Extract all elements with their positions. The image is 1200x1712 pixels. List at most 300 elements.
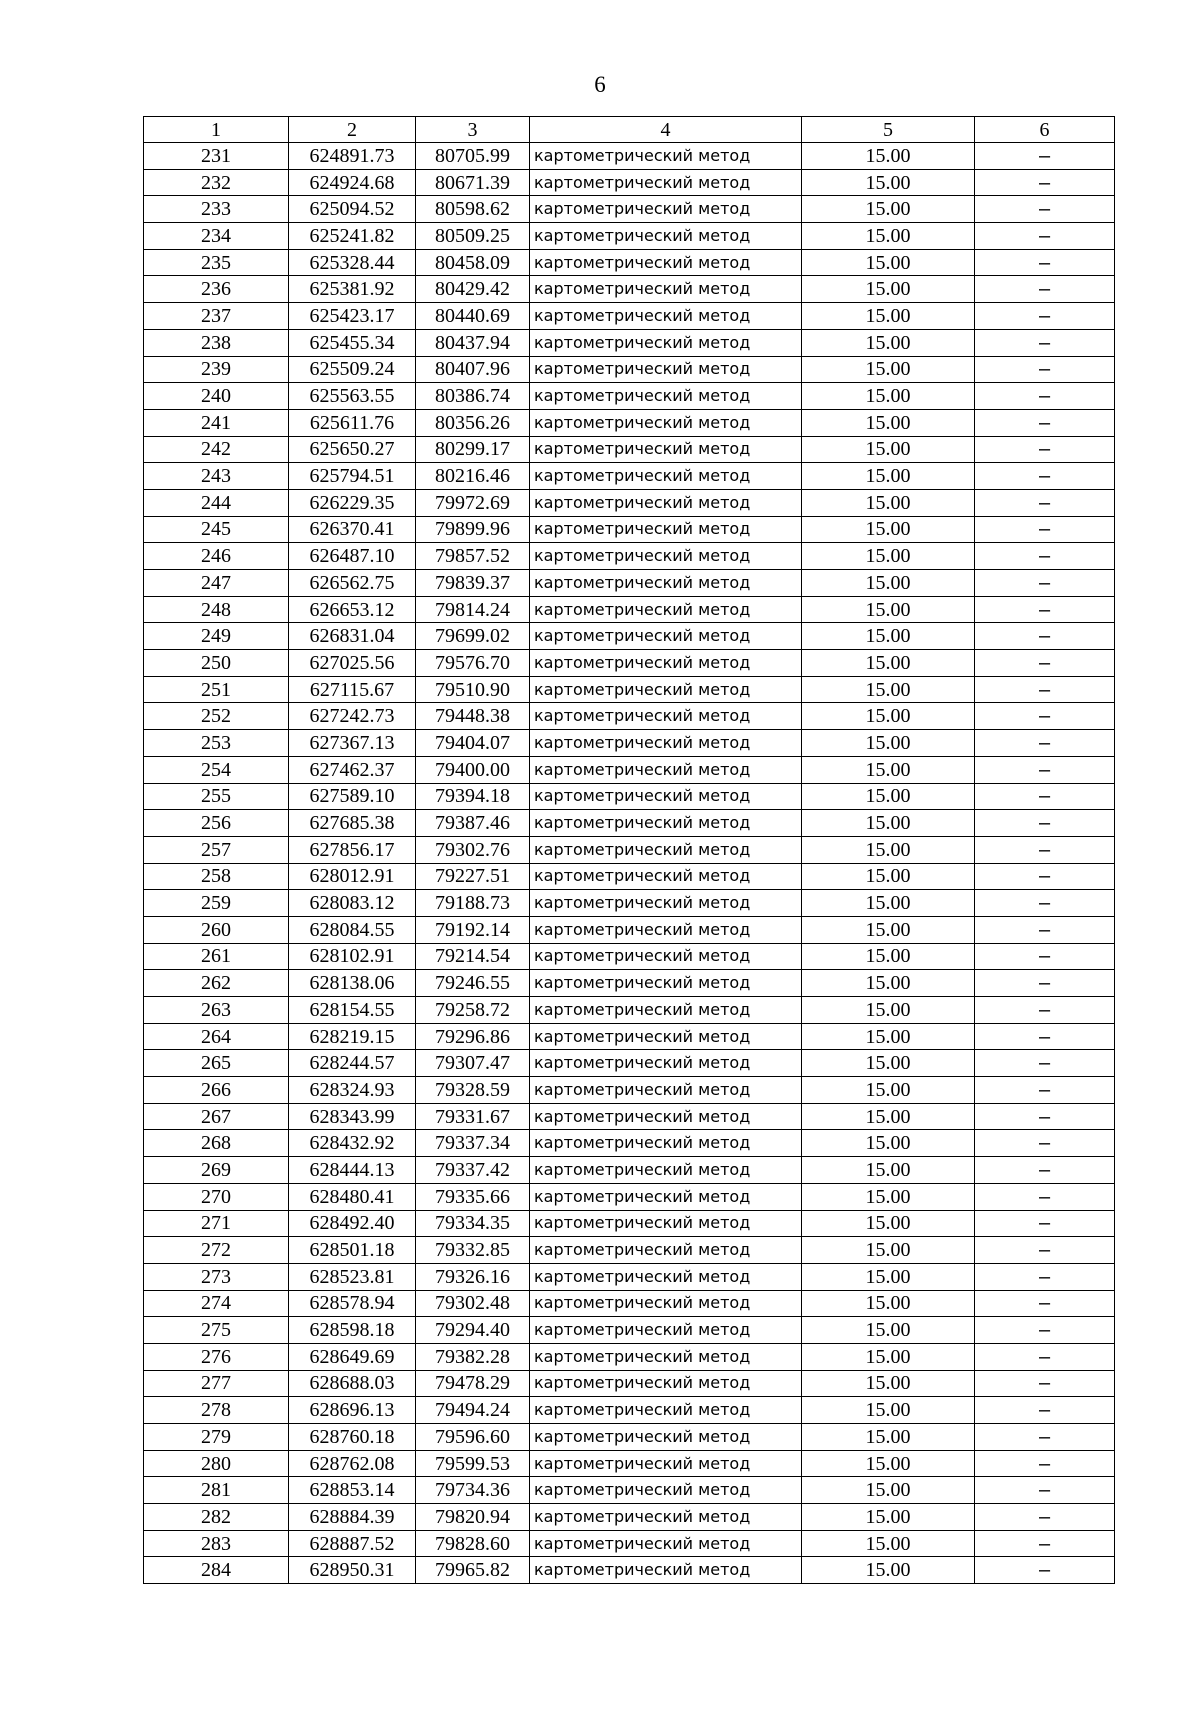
x-coordinate-cell: 628219.15 [289,1023,416,1050]
method-cell: картометрический метод [530,1130,802,1157]
method-cell: картометрический метод [530,1050,802,1077]
point-number-cell: 233 [144,196,289,223]
x-coordinate-cell: 626653.12 [289,596,416,623]
description-cell: – [975,1103,1115,1130]
description-cell: – [975,810,1115,837]
method-cell: картометрический метод [530,1263,802,1290]
x-coordinate-cell: 625650.27 [289,436,416,463]
y-coordinate-cell: 79972.69 [416,489,530,516]
accuracy-cell: 15.00 [802,1077,975,1104]
accuracy-cell: 15.00 [802,223,975,250]
y-coordinate-cell: 79382.28 [416,1343,530,1370]
description-cell: – [975,276,1115,303]
accuracy-cell: 15.00 [802,1263,975,1290]
table-row [144,943,1115,970]
description-cell: – [975,1424,1115,1451]
x-coordinate-cell: 626487.10 [289,543,416,570]
x-coordinate-cell: 625423.17 [289,303,416,330]
y-coordinate-cell: 80671.39 [416,169,530,196]
table-row [144,1210,1115,1237]
description-cell: – [975,409,1115,436]
method-cell: картометрический метод [530,836,802,863]
y-coordinate-cell: 79576.70 [416,650,530,677]
point-number-cell: 263 [144,997,289,1024]
method-cell: картометрический метод [530,756,802,783]
description-cell: – [975,223,1115,250]
description-cell: – [975,623,1115,650]
accuracy-cell: 15.00 [802,436,975,463]
table-row [144,1370,1115,1397]
y-coordinate-cell: 79599.53 [416,1450,530,1477]
table-row [144,1477,1115,1504]
x-coordinate-cell: 625509.24 [289,356,416,383]
point-number-cell: 260 [144,916,289,943]
description-cell: – [975,143,1115,170]
table-row [144,276,1115,303]
method-cell: картометрический метод [530,196,802,223]
description-cell: – [975,1157,1115,1184]
accuracy-cell: 15.00 [802,916,975,943]
x-coordinate-cell: 628598.18 [289,1317,416,1344]
x-coordinate-cell: 628950.31 [289,1557,416,1584]
accuracy-cell: 15.00 [802,303,975,330]
y-coordinate-cell: 79331.67 [416,1103,530,1130]
x-coordinate-cell: 627589.10 [289,783,416,810]
method-cell: картометрический метод [530,1557,802,1584]
accuracy-cell: 15.00 [802,1183,975,1210]
table-row [144,383,1115,410]
point-number-cell: 262 [144,970,289,997]
x-coordinate-cell: 628696.13 [289,1397,416,1424]
accuracy-cell: 15.00 [802,756,975,783]
description-cell: – [975,1477,1115,1504]
point-number-cell: 248 [144,596,289,623]
x-coordinate-cell: 628084.55 [289,916,416,943]
description-cell: – [975,836,1115,863]
method-cell: картометрический метод [530,1477,802,1504]
accuracy-cell: 15.00 [802,1343,975,1370]
y-coordinate-cell: 80598.62 [416,196,530,223]
table-row [144,1343,1115,1370]
accuracy-cell: 15.00 [802,1210,975,1237]
table-row [144,1077,1115,1104]
x-coordinate-cell: 627856.17 [289,836,416,863]
y-coordinate-cell: 80437.94 [416,329,530,356]
method-cell: картометрический метод [530,409,802,436]
accuracy-cell: 15.00 [802,1103,975,1130]
method-cell: картометрический метод [530,1450,802,1477]
accuracy-cell: 15.00 [802,489,975,516]
description-cell: – [975,489,1115,516]
description-cell: – [975,169,1115,196]
x-coordinate-cell: 625381.92 [289,276,416,303]
y-coordinate-cell: 79400.00 [416,756,530,783]
x-coordinate-cell: 627115.67 [289,676,416,703]
table-row [144,143,1115,170]
description-cell: – [975,783,1115,810]
method-cell: картометрический метод [530,1397,802,1424]
table-row [144,223,1115,250]
y-coordinate-cell: 79246.55 [416,970,530,997]
point-number-cell: 247 [144,570,289,597]
point-number-cell: 281 [144,1477,289,1504]
accuracy-cell: 15.00 [802,329,975,356]
method-cell: картометрический метод [530,596,802,623]
x-coordinate-cell: 628649.69 [289,1343,416,1370]
accuracy-cell: 15.00 [802,1557,975,1584]
y-coordinate-cell: 79337.34 [416,1130,530,1157]
x-coordinate-cell: 628523.81 [289,1263,416,1290]
description-cell: – [975,997,1115,1024]
table-row [144,570,1115,597]
table-row [144,1530,1115,1557]
accuracy-cell: 15.00 [802,1530,975,1557]
y-coordinate-cell: 79328.59 [416,1077,530,1104]
description-cell: – [975,1023,1115,1050]
point-number-cell: 271 [144,1210,289,1237]
x-coordinate-cell: 627025.56 [289,650,416,677]
table-row [144,516,1115,543]
accuracy-cell: 15.00 [802,730,975,757]
page-number: 6 [594,72,606,97]
method-cell: картометрический метод [530,783,802,810]
description-cell: – [975,196,1115,223]
x-coordinate-cell: 626562.75 [289,570,416,597]
description-cell: – [975,463,1115,490]
point-number-cell: 256 [144,810,289,837]
y-coordinate-cell: 79510.90 [416,676,530,703]
y-coordinate-cell: 79394.18 [416,783,530,810]
x-coordinate-cell: 625328.44 [289,249,416,276]
method-cell: картометрический метод [530,810,802,837]
point-number-cell: 250 [144,650,289,677]
table-row [144,1504,1115,1531]
accuracy-cell: 15.00 [802,1424,975,1451]
point-number-cell: 234 [144,223,289,250]
table-row [144,303,1115,330]
method-cell: картометрический метод [530,329,802,356]
description-cell: – [975,1210,1115,1237]
point-number-cell: 232 [144,169,289,196]
y-coordinate-cell: 79337.42 [416,1157,530,1184]
method-cell: картометрический метод [530,1317,802,1344]
point-number-cell: 246 [144,543,289,570]
point-number-cell: 265 [144,1050,289,1077]
description-cell: – [975,1237,1115,1264]
description-cell: – [975,676,1115,703]
point-number-cell: 259 [144,890,289,917]
method-cell: картометрический метод [530,276,802,303]
method-cell: картометрический метод [530,489,802,516]
description-cell: – [975,516,1115,543]
x-coordinate-cell: 627685.38 [289,810,416,837]
x-coordinate-cell: 626831.04 [289,623,416,650]
accuracy-cell: 15.00 [802,623,975,650]
point-number-cell: 283 [144,1530,289,1557]
description-cell: – [975,543,1115,570]
y-coordinate-cell: 80216.46 [416,463,530,490]
x-coordinate-cell: 628578.94 [289,1290,416,1317]
point-number-cell: 275 [144,1317,289,1344]
accuracy-cell: 15.00 [802,356,975,383]
x-coordinate-cell: 625241.82 [289,223,416,250]
table-row [144,489,1115,516]
x-coordinate-cell: 628324.93 [289,1077,416,1104]
y-coordinate-cell: 80299.17 [416,436,530,463]
table-row [144,970,1115,997]
x-coordinate-cell: 628083.12 [289,890,416,917]
point-number-cell: 245 [144,516,289,543]
point-number-cell: 273 [144,1263,289,1290]
table-row [144,596,1115,623]
method-cell: картометрический метод [530,623,802,650]
description-cell: – [975,356,1115,383]
description-cell: – [975,1504,1115,1531]
point-number-cell: 280 [144,1450,289,1477]
table-row [144,623,1115,650]
accuracy-cell: 15.00 [802,970,975,997]
accuracy-cell: 15.00 [802,1317,975,1344]
table-row [144,1237,1115,1264]
y-coordinate-cell: 80705.99 [416,143,530,170]
coordinates-table [143,116,1115,1584]
description-cell: – [975,916,1115,943]
y-coordinate-cell: 79335.66 [416,1183,530,1210]
point-number-cell: 253 [144,730,289,757]
y-coordinate-cell: 80509.25 [416,223,530,250]
x-coordinate-cell: 628138.06 [289,970,416,997]
accuracy-cell: 15.00 [802,943,975,970]
y-coordinate-cell: 79326.16 [416,1263,530,1290]
description-cell: – [975,863,1115,890]
header-cell: 3 [416,117,530,143]
method-cell: картометрический метод [530,383,802,410]
description-cell: – [975,596,1115,623]
point-number-cell: 244 [144,489,289,516]
header-cell: 6 [975,117,1115,143]
header-cell: 2 [289,117,416,143]
table-row [144,1397,1115,1424]
description-cell: – [975,436,1115,463]
method-cell: картометрический метод [530,1370,802,1397]
x-coordinate-cell: 628887.52 [289,1530,416,1557]
y-coordinate-cell: 79387.46 [416,810,530,837]
description-cell: – [975,756,1115,783]
accuracy-cell: 15.00 [802,997,975,1024]
y-coordinate-cell: 79734.36 [416,1477,530,1504]
description-cell: – [975,570,1115,597]
x-coordinate-cell: 626370.41 [289,516,416,543]
description-cell: – [975,730,1115,757]
description-cell: – [975,303,1115,330]
y-coordinate-cell: 79814.24 [416,596,530,623]
description-cell: – [975,1050,1115,1077]
table-row [144,1424,1115,1451]
y-coordinate-cell: 80356.26 [416,409,530,436]
x-coordinate-cell: 625563.55 [289,383,416,410]
point-number-cell: 282 [144,1504,289,1531]
method-cell: картометрический метод [530,543,802,570]
accuracy-cell: 15.00 [802,890,975,917]
description-cell: – [975,1530,1115,1557]
point-number-cell: 235 [144,249,289,276]
table-row [144,676,1115,703]
table-row [144,916,1115,943]
description-cell: – [975,1130,1115,1157]
method-cell: картометрический метод [530,703,802,730]
table-row [144,756,1115,783]
x-coordinate-cell: 624924.68 [289,169,416,196]
point-number-cell: 258 [144,863,289,890]
point-number-cell: 231 [144,143,289,170]
point-number-cell: 238 [144,329,289,356]
method-cell: картометрический метод [530,249,802,276]
y-coordinate-cell: 80407.96 [416,356,530,383]
point-number-cell: 243 [144,463,289,490]
point-number-cell: 261 [144,943,289,970]
table-row [144,196,1115,223]
y-coordinate-cell: 79820.94 [416,1504,530,1531]
y-coordinate-cell: 79296.86 [416,1023,530,1050]
table-row [144,703,1115,730]
table-row [144,1290,1115,1317]
accuracy-cell: 15.00 [802,836,975,863]
x-coordinate-cell: 628760.18 [289,1424,416,1451]
table-body [144,117,1115,1584]
point-number-cell: 279 [144,1424,289,1451]
table-row [144,650,1115,677]
point-number-cell: 257 [144,836,289,863]
accuracy-cell: 15.00 [802,249,975,276]
y-coordinate-cell: 79494.24 [416,1397,530,1424]
table-row [144,436,1115,463]
method-cell: картометрический метод [530,943,802,970]
table-row [144,1157,1115,1184]
table-row [144,730,1115,757]
description-cell: – [975,970,1115,997]
y-coordinate-cell: 79294.40 [416,1317,530,1344]
description-cell: – [975,1450,1115,1477]
method-cell: картометрический метод [530,143,802,170]
method-cell: картометрический метод [530,570,802,597]
table-row [144,1050,1115,1077]
description-cell: – [975,650,1115,677]
accuracy-cell: 15.00 [802,783,975,810]
point-number-cell: 278 [144,1397,289,1424]
accuracy-cell: 15.00 [802,543,975,570]
table-row [144,1023,1115,1050]
method-cell: картометрический метод [530,676,802,703]
method-cell: картометрический метод [530,1237,802,1264]
x-coordinate-cell: 627242.73 [289,703,416,730]
accuracy-cell: 15.00 [802,1023,975,1050]
method-cell: картометрический метод [530,863,802,890]
x-coordinate-cell: 628853.14 [289,1477,416,1504]
table-row [144,1450,1115,1477]
x-coordinate-cell: 628444.13 [289,1157,416,1184]
x-coordinate-cell: 628501.18 [289,1237,416,1264]
point-number-cell: 276 [144,1343,289,1370]
y-coordinate-cell: 80440.69 [416,303,530,330]
header-cell: 5 [802,117,975,143]
point-number-cell: 249 [144,623,289,650]
method-cell: картометрический метод [530,1343,802,1370]
x-coordinate-cell: 625094.52 [289,196,416,223]
y-coordinate-cell: 79404.07 [416,730,530,757]
point-number-cell: 240 [144,383,289,410]
y-coordinate-cell: 79596.60 [416,1424,530,1451]
table-row [144,1557,1115,1584]
accuracy-cell: 15.00 [802,383,975,410]
x-coordinate-cell: 624891.73 [289,143,416,170]
accuracy-cell: 15.00 [802,169,975,196]
accuracy-cell: 15.00 [802,1477,975,1504]
y-coordinate-cell: 80429.42 [416,276,530,303]
x-coordinate-cell: 625455.34 [289,329,416,356]
description-cell: – [975,249,1115,276]
table-row [144,1103,1115,1130]
method-cell: картометрический метод [530,1157,802,1184]
x-coordinate-cell: 628884.39 [289,1504,416,1531]
point-number-cell: 241 [144,409,289,436]
table-row [144,1130,1115,1157]
method-cell: картометрический метод [530,169,802,196]
table-row [144,409,1115,436]
method-cell: картометрический метод [530,1424,802,1451]
accuracy-cell: 15.00 [802,1130,975,1157]
accuracy-cell: 15.00 [802,1504,975,1531]
y-coordinate-cell: 79332.85 [416,1237,530,1264]
method-cell: картометрический метод [530,1504,802,1531]
y-coordinate-cell: 79478.29 [416,1370,530,1397]
accuracy-cell: 15.00 [802,276,975,303]
description-cell: – [975,1343,1115,1370]
method-cell: картометрический метод [530,436,802,463]
method-cell: картометрический метод [530,223,802,250]
point-number-cell: 269 [144,1157,289,1184]
x-coordinate-cell: 627462.37 [289,756,416,783]
x-coordinate-cell: 627367.13 [289,730,416,757]
point-number-cell: 284 [144,1557,289,1584]
description-cell: – [975,1290,1115,1317]
x-coordinate-cell: 625611.76 [289,409,416,436]
point-number-cell: 237 [144,303,289,330]
y-coordinate-cell: 79839.37 [416,570,530,597]
x-coordinate-cell: 628343.99 [289,1103,416,1130]
accuracy-cell: 15.00 [802,1290,975,1317]
description-cell: – [975,1077,1115,1104]
description-cell: – [975,1183,1115,1210]
table-row [144,810,1115,837]
point-number-cell: 268 [144,1130,289,1157]
accuracy-cell: 15.00 [802,1237,975,1264]
accuracy-cell: 15.00 [802,570,975,597]
description-cell: – [975,703,1115,730]
method-cell: картометрический метод [530,1103,802,1130]
point-number-cell: 252 [144,703,289,730]
y-coordinate-cell: 79899.96 [416,516,530,543]
table-row [144,1183,1115,1210]
accuracy-cell: 15.00 [802,650,975,677]
description-cell: – [975,329,1115,356]
y-coordinate-cell: 79334.35 [416,1210,530,1237]
point-number-cell: 239 [144,356,289,383]
y-coordinate-cell: 79258.72 [416,997,530,1024]
method-cell: картометрический метод [530,650,802,677]
method-cell: картометрический метод [530,916,802,943]
y-coordinate-cell: 79227.51 [416,863,530,890]
description-cell: – [975,383,1115,410]
